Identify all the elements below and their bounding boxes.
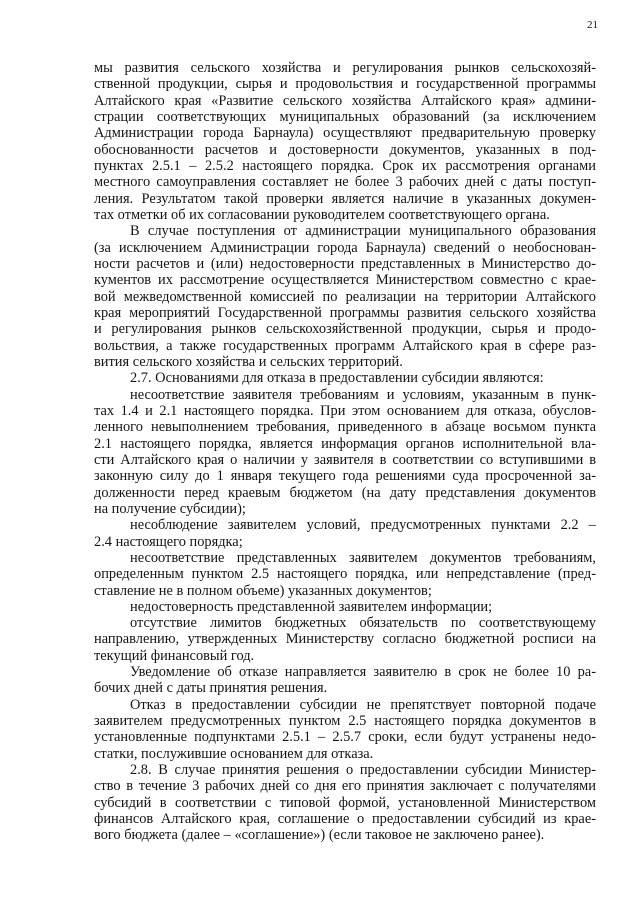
text-line: тах 1.4 и 2.1 настоящего порядка. При этом основанием для отказа, обуслов-	[94, 402, 596, 419]
paragraph	[94, 370, 596, 386]
text-line: ности расчетов и (или) недостоверности представленных в Министерство до-	[94, 255, 596, 272]
text-line: 2.8. В случае принятия решения о предоставлении субсидии Министер-	[130, 762, 596, 779]
text-line: пунктах 2.5.1 – 2.5.2 настоящего порядка. Срок их рассмотрения органами	[94, 157, 596, 174]
text-line: 2.7. Основаниями для отказа в предоставлении субсидии являются:	[130, 370, 544, 387]
text-line: ственной продукции, сырья и продовольствия и государственной программы	[94, 76, 596, 93]
body-text	[94, 60, 596, 844]
paragraph	[94, 60, 596, 223]
text-line: мы развития сельского хозяйства и регулирования рынков сельскохозяй-	[94, 60, 596, 76]
text-line: сти Алтайского края о наличии у заявителя в соответствии со вступившими в	[94, 451, 596, 468]
text-line: кументов их рассмотрение осуществляется Министерством совместно с крае-	[94, 272, 596, 289]
text-line: субсидий в соответствии с типовой формой, установленной Министерством	[94, 794, 596, 811]
text-line: вития сельского хозяйства и сельских территорий.	[94, 353, 403, 370]
text-line: финансов Алтайского края, соглашение о предоставлении субсидий из крае-	[94, 811, 596, 828]
paragraph	[94, 762, 596, 844]
text-line: вой межведомственной комиссией по реализации на территории Алтайского	[94, 288, 596, 305]
page-number: 21	[587, 19, 598, 31]
text-line: недостоверность представленной заявителем информации;	[130, 598, 493, 615]
text-line: (за исключением Администрации города Барнаула) сведений о необоснован-	[94, 239, 596, 256]
paragraph	[94, 517, 596, 550]
text-line: текущий финансовый год.	[94, 647, 255, 664]
text-line: обоснованности расчетов и достоверности документов, указанных в под-	[94, 141, 596, 158]
paragraph	[94, 599, 596, 615]
text-line: Администрации города Барнаула) осуществляют предварительную проверку	[94, 125, 596, 142]
text-line: 2.4 настоящего порядка;	[94, 533, 243, 550]
paragraph	[94, 223, 596, 370]
text-line: статки, послужившие основанием для отказа.	[94, 745, 374, 762]
text-line: тах отметки об их согласовании руководителем соответствующего органа.	[94, 206, 550, 223]
text-line: установленные подпунктами 2.5.1 – 2.5.7 сроки, если будут устранены недо-	[94, 729, 596, 746]
text-line: вого бюджета (далее – «соглашение») (если таковое не заключено ранее).	[94, 827, 545, 844]
text-line: бочих дней с даты принятия решения.	[94, 680, 328, 697]
text-line: ления. Результатом такой проверки является наличие в указанных докумен-	[94, 190, 596, 207]
text-line: В случае поступления от администрации муниципального образования	[130, 223, 596, 240]
paragraph	[94, 697, 596, 762]
text-line: 2.1 настоящего порядка, является информация органов исполнительной вла-	[94, 435, 596, 452]
text-line: несоблюдение заявителем условий, предусмотренных пунктами 2.2 –	[130, 517, 596, 534]
text-line: ленного невыполнением требования, приведенного в абзаце восьмом пункта	[94, 419, 596, 436]
text-line: Отказ в предоставлении субсидии не препятствует повторной подаче	[130, 696, 596, 713]
text-line: и регулирования рынков сельскохозяйственной продукции, сырья и продо-	[94, 321, 596, 338]
text-line: на получение субсидии);	[94, 500, 246, 517]
text-line: долженности перед краевым бюджетом (на дату представления документов	[94, 484, 596, 501]
text-line: ставление не в полном объеме) указанных документов;	[94, 582, 432, 599]
text-line: вольствия, а также государственных программ Алтайского края в сфере раз-	[94, 337, 596, 354]
text-line: законную силу до 1 января текущего года решениями суда просроченной за-	[94, 468, 596, 485]
text-line: Алтайского края «Развитие сельского хозяйства Алтайского края» админи-	[94, 92, 596, 109]
text-line: направлению, утвержденных Министерству согласно бюджетной росписи на	[94, 631, 596, 648]
text-line: страции соответствующих муниципальных образований (за исключением	[94, 108, 596, 125]
text-line: местного самоуправления составляет не более 3 рабочих дней с даты поступ-	[94, 174, 596, 191]
text-line: отсутствие лимитов бюджетных обязательств по соответствующему	[130, 615, 596, 632]
text-line: ство в течение 3 рабочих дней со дня его принятия заключает с получателями	[94, 778, 596, 795]
paragraph	[94, 550, 596, 599]
text-line: заявителем предусмотренных пунктом 2.5 настоящего порядка документов в	[94, 713, 596, 730]
text-line: несоответствие заявителя требованиям и условиям, указанным в пунк-	[130, 386, 596, 403]
text-line: определенным пунктом 2.5 настоящего порядка, или непредставление (пред-	[94, 566, 596, 583]
paragraph	[94, 387, 596, 518]
text-line: Уведомление об отказе направляется заявителю в срок не более 10 ра-	[130, 664, 596, 681]
paragraph	[94, 664, 596, 697]
text-line: края мероприятий Государственной программы развития сельского хозяйства	[94, 304, 596, 321]
text-line: несоответствие представленных заявителем документов требованиям,	[130, 549, 596, 566]
paragraph	[94, 615, 596, 664]
